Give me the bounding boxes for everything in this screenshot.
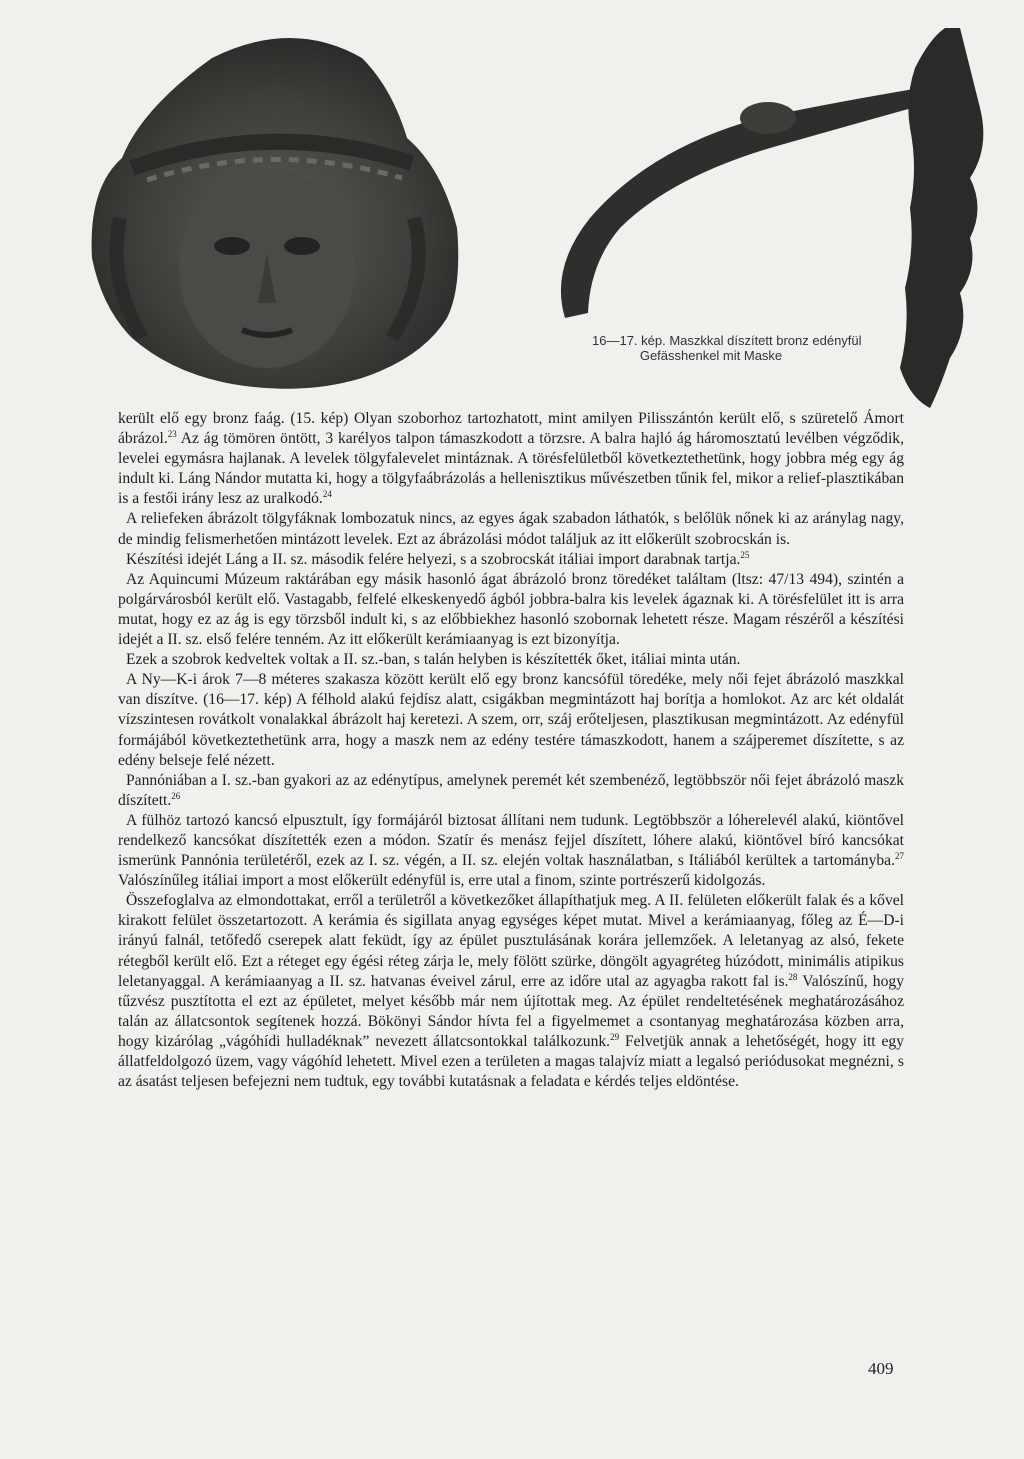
page-number: 409 <box>868 1359 894 1378</box>
footnote-ref: 27 <box>895 851 904 862</box>
text-run: Összefoglalva az elmondottakat, erről a területről a következőket állapíthatjuk meg. A II. felületen előkerült falak és a kővel kirakott felület összetartozott. A kerámia és sigillata anyag egységes képet mutat. Mivel a kerámiaanyag, főleg az É—D-i irányú falnál, tetőfedő cserepek alatt feküdt, így az épület pusztulásának korára jellemzőek. A leletanyag az alsó, fekete rétegből került elő. Ezt a réteget egy égési réteg zárja le, mely fölött szürke, döngölt agyagréteg húzódott, minimális atipikus leletanyaggal. A kerámiaanyag a II. sz. hatvanas éveivel zárul, erre az időre utal az agyagba rakott fal is. <box>118 892 904 990</box>
paragraph-6 <box>118 670 904 770</box>
paragraph-9 <box>118 891 904 1092</box>
caption-hungarian: 16—17. kép. Maszkkal díszített bronz edényfül <box>592 333 862 348</box>
paragraph-4 <box>118 570 904 650</box>
paragraph-1 <box>118 409 904 509</box>
text-run: A reliefeken ábrázolt tölgyfáknak lombozatuk nincs, az egyes ágak szabadon láthatók, s belőlük nőnek ki az aránylag nagy, de mindig felismerhetően mintázott levelek. Ezt az ábrázolási módot találjuk az itt előkerült szobrocskán is. <box>118 510 904 548</box>
text-run: került elő egy bronz faág. (15. kép) Olyan szoborhoz tartozhatott, mint amilyen Pilisszántón került elő, s szüretelő Ámort ábrázol. <box>118 410 904 448</box>
text-run: A fülhöz tartozó kancsó elpusztult, így formájáról biztosat állítani nem tudunk. Legtöbbször a lóherelevél alakú, kiöntővel rendelkező kancsókat díszítették ezen a módon. Szatír és menász fejjel díszített, lóhere alakú, kiöntővel bíró kancsókat ismerünk Pannónia területéről, ezek az I. sz. végén, a II. sz. elején voltak használatban, s Itáliából kerültek a tartományba. <box>118 811 904 870</box>
footnote-ref: 25 <box>740 549 750 560</box>
text-run: Az Aquincumi Múzeum raktárában egy másik hasonló ágat ábrázoló bronz töredéket találtam (ltsz: 47/13 494), szintén a polgárvárosból került elő. Vastagabb, felfelé elkeskenyedő ágból jobbra-balra kis levelek ágaznak ki. A törésfelület itt is arra mutat, hogy ez az ág is egy törzsből indult ki, s az előbbiekhez hasonló szobornak lehetett része. Magam részéről a készítési idejét a II. sz. első felére tenném. Az itt előkerült kerámiaanyag is ezt bizonyítja. <box>118 570 904 649</box>
text-run: A Ny—K-i árok 7—8 méteres szakasza között került elő egy bronz kancsófül töredéke, mely női fejet ábrázoló maszkkal van díszítve. (16—17. kép) A félhold alakú fejdísz alatt, csigákban megmintázott haj borítja a homlokot. Az arc két oldalát vízszintesen rovátkolt vonalakkal ábrázolt haj keretezi. A szem, orr, száj erőteljesen, plasztikusan megmintázott. Az edényfül formájából következtethetünk arra, hogy a maszk nem az edény testére támaszkodott, hanem a szájperemet díszítette, s az edény belseje felé nézett. <box>118 671 904 769</box>
text-run: Készítési idejét Láng a II. sz. második felére helyezi, s a szobrocskát itáliai import darabnak tartja. <box>126 550 741 568</box>
text-run: Felvetjük annak a lehetőségét, hogy itt egy állatfeldolgozó üzem, vagy vágóhíd lehetett. Mivel ezen a területen a magas talajvíz miatt a legalsó periódusokat megnézni, s az ásatást teljesen befejezni nem tudtuk, egy további kutatásnak a feladata e kérdés teljes eldöntése. <box>118 1032 905 1091</box>
text-run: Ezek a szobrok kedveltek voltak a II. sz.-ban, s talán helyben is készítették őket, itáliai minta után. <box>126 651 741 669</box>
footnote-ref: 26 <box>171 790 181 801</box>
mask-front-photo <box>62 18 476 398</box>
article-body <box>118 409 904 1092</box>
figures-area <box>0 0 1024 420</box>
paragraph-2 <box>118 509 904 549</box>
caption-german: Gefässhenkel mit Maske <box>639 348 783 363</box>
footnote-ref: 24 <box>322 489 332 500</box>
paragraph-8 <box>118 811 904 891</box>
footnote-ref: 28 <box>788 971 798 982</box>
footnote-ref: 23 <box>167 429 177 440</box>
figure-caption <box>592 333 862 363</box>
paragraph-7 <box>118 771 904 811</box>
text-run: Az ág tömören öntött, 3 karélyos talpon támaszkodott a törzsre. A balra hajló ág háromosztatú levélben végződik, levelei egymásra hajlanak. A levelek tölgyfalevelet mintáznak. A törésfelületből következtethetünk, hogy jobbra még egy ág indult ki. Láng Nándor mutatta ki, hogy a tölgyfaábrázolás a hellenisztikus művészetben tűnik fel, mikor a relief-plasztikában is a festői irány lesz az uralkodó. <box>118 430 904 508</box>
text-run: Valószínű, hogy tűzvész pusztította el ezt az épületet, melyet később már nem újítottak meg. Az épület rendeltetésének meghatározásához talán az állatcsontok segítenek hozzá. Bökönyi Sándor hívta fel a figyelmemet a csontanyag meghatározása közben arra, hogy kizárólag „vágóhídi hulladéknak” nevezett állatcsontokkal találkozunk. <box>118 972 904 1050</box>
text-run: Valószínűleg itáliai import a most előkerült edényfül is, erre utal a finom, szinte portrészerű kidolgozás. <box>118 872 766 890</box>
text-run: Pannóniában a I. sz.-ban gyakori az az edénytípus, amelynek peremét két szembenéző, legtöbbször női fejet ábrázoló maszk díszített. <box>118 771 904 809</box>
paragraph-3 <box>118 550 904 570</box>
footnote-ref: 29 <box>610 1031 620 1042</box>
paragraph-5 <box>118 650 904 670</box>
